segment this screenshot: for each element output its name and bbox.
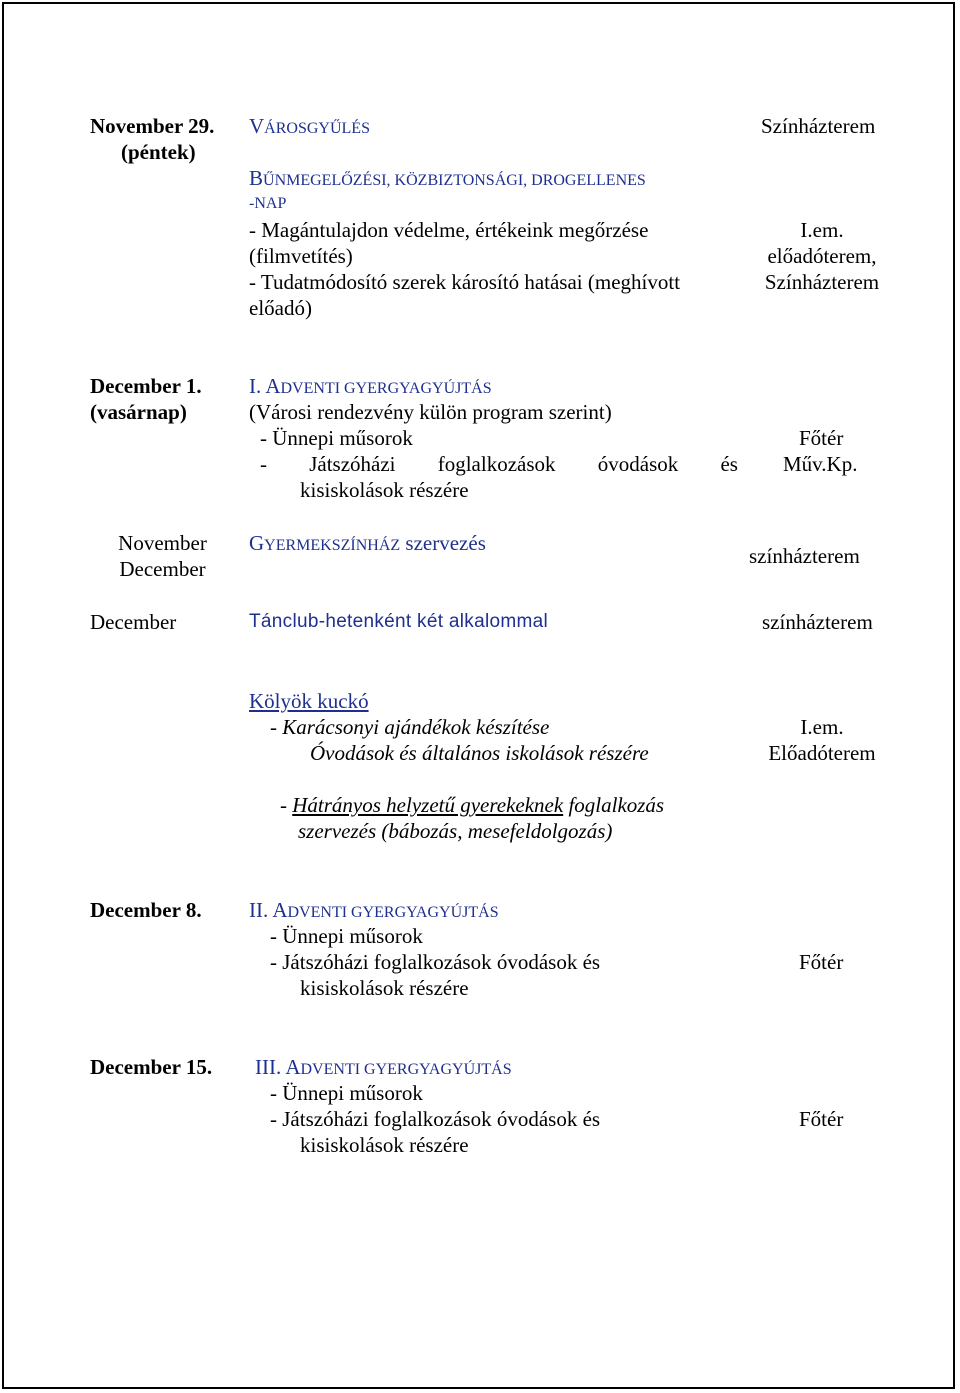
s1-sub-rest: ŰNMEGELŐZÉSI, KÖZBIZTONSÁGI, DROGELLENES [263,172,646,189]
s2-place1: Főtér [799,426,844,450]
s5-title: Kölyök kuckó [249,689,369,713]
s2-line2: - Ünnepi műsorok [260,426,413,450]
s7-title [255,1054,512,1083]
s6-line2: - Játszóházi foglalkozások óvodások és [270,950,601,974]
s5-line1: - Karácsonyi ajándékok készítése [270,715,550,739]
s2-line3-w0: - [260,452,267,476]
s3-title-initial: G [249,531,265,555]
s1-place2b: előadóterem, [767,244,877,268]
s1-title [249,113,370,142]
s4-place: színházterem [762,610,873,634]
s1-place2a: I.em. [800,218,844,242]
s7-date: December 15. [90,1055,213,1079]
s5-line2: Óvodások és általános iskolások részére [310,741,649,765]
s6-title-prefix: II. A [249,898,288,922]
s2-title [249,373,492,402]
s3-title [249,530,486,559]
s3-date2: December [119,557,206,581]
s6-line3: kisiskolások részére [300,976,469,1000]
s5-line3 [280,792,664,818]
s2-line3-w1: Játszóházi [309,452,396,476]
s4-date: December [90,610,177,634]
s6-title-rest: DVENTI GYERGYAGYÚJTÁS [287,904,499,921]
s5-line3-underlined: Hátrányos helyzetű gyerekeknek [292,793,564,817]
s1-subtitle-2: -NAP [249,195,287,212]
s4-title: Tánclub-hetenként két alkalommal [249,611,548,632]
s6-line1: - Ünnepi műsorok [270,924,423,948]
s5-line4: szervezés (bábozás, mesefeldolgozás) [298,819,613,843]
s6-title [249,897,499,926]
s1-line2: (filmvetítés) [249,244,353,268]
s5-line3-rest: foglalkozás [563,793,665,817]
s1-sub-initial: B [249,166,264,190]
s2-line3-w4: és [720,452,738,476]
s3-title-rest: YERMEKSZÍNHÁZ [264,537,401,554]
s5-place2: Előadóterem [768,741,876,765]
s5-place1: I.em. [800,715,844,739]
s2-line1: (Városi rendezvény külön program szerint) [249,400,612,424]
page-border [2,2,955,1389]
s7-place: Főtér [799,1107,844,1131]
s2-line3 [260,451,738,477]
s1-place2c: Színházterem [764,270,880,294]
s2-line4: kisiskolások részére [300,478,469,502]
s3-title-suffix: szervezés [400,531,486,555]
s2-date: December 1. [90,374,202,398]
s7-line3: kisiskolások részére [300,1133,469,1157]
s7-line1: - Ünnepi műsorok [270,1081,423,1105]
s1-day: (péntek) [121,140,196,164]
s1-title-rest: ÁROSGYŰLÉS [264,120,370,137]
s1-line4: előadó) [249,296,312,320]
s3-place: színházterem [749,544,860,568]
s7-line2: - Játszóházi foglalkozások óvodások és [270,1107,601,1131]
s7-title-rest: DVENTI GYERGYAGYÚJTÁS [300,1061,512,1078]
s2-title-prefix: I. A [249,374,281,398]
s1-line3: - Tudatmódosító szerek károsító hatásai (meghívott [249,270,681,294]
s2-day: (vasárnap) [90,400,187,424]
s2-line3-w3: óvodások [597,452,679,476]
s1-date: November 29. [90,114,215,138]
s6-place: Főtér [799,950,844,974]
s6-date: December 8. [90,898,202,922]
s2-title-rest: DVENTI GYERGYAGYÚJTÁS [280,380,492,397]
s7-title-prefix: III. A [255,1055,301,1079]
s1-place1: Színházterem [761,114,876,138]
s1-line1: - Magántulajdon védelme, értékeink megőrzése [249,218,649,242]
s1-title-initial: V [249,114,265,138]
s3-date1: November [118,531,207,555]
s2-place2: Műv.Kp. [783,452,858,476]
s5-line3-prefix: - [280,793,293,817]
s2-line3-w2: foglalkozások [437,452,556,476]
s1-subtitle [249,165,646,194]
